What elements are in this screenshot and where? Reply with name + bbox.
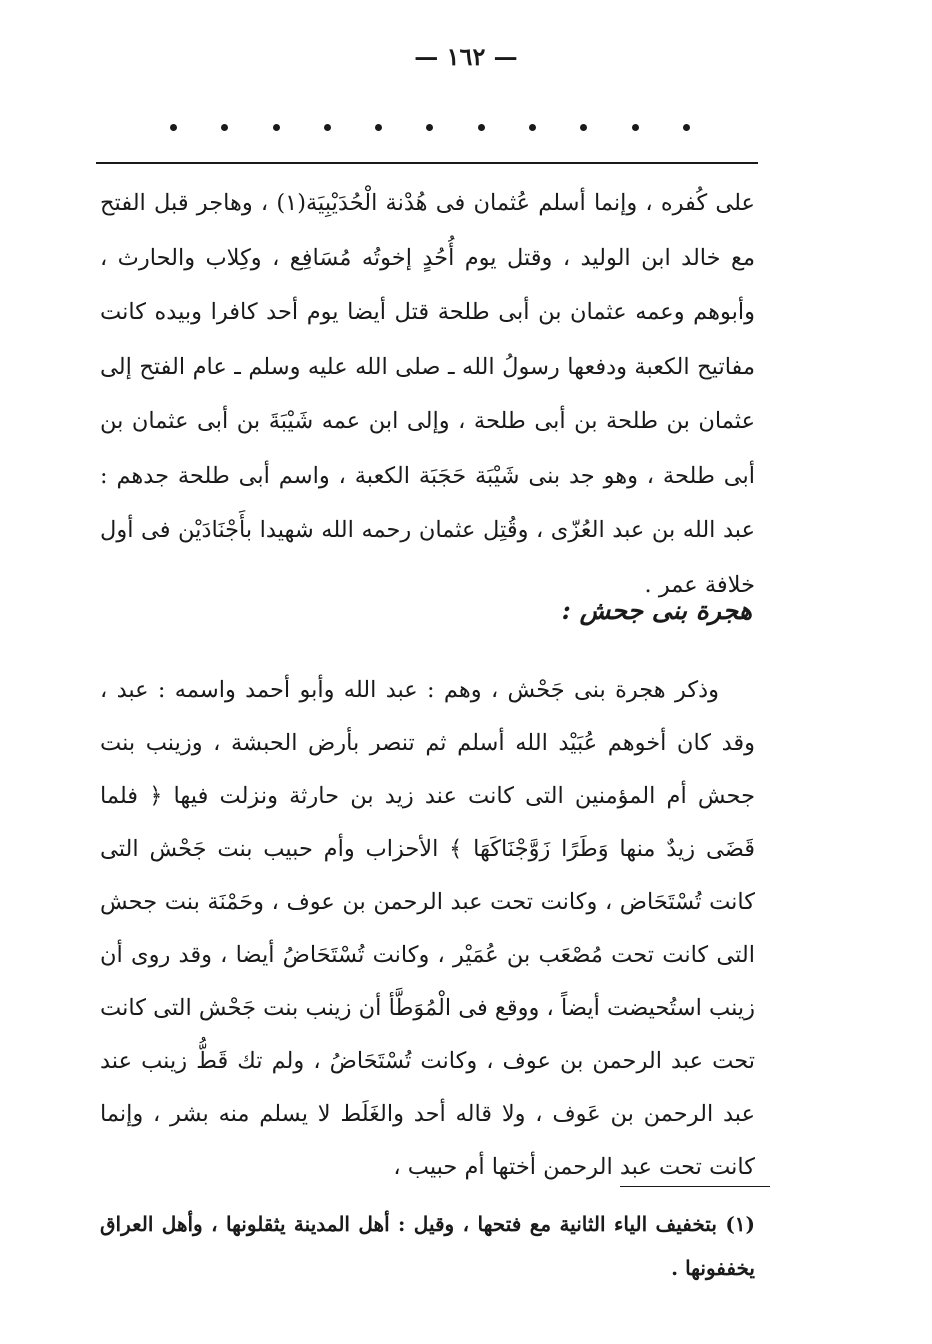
top-rule <box>96 162 758 164</box>
separator-dot <box>529 124 536 131</box>
separator-dot <box>683 124 690 131</box>
footnote-text: (١) بتخفيف الياء الثانية مع فتحها ، وقيل : أهل المدينة يثقلونها ، وأهل العراق يخففونها . <box>100 1212 755 1280</box>
separator-dot <box>221 124 228 131</box>
paragraph-1 <box>100 176 755 612</box>
separator-dot <box>580 124 587 131</box>
page-number: — ١٦٢ — <box>414 42 518 71</box>
separator-dot <box>632 124 639 131</box>
footnote <box>100 1202 755 1290</box>
section-heading: هجرة بنى جحش : <box>561 596 752 625</box>
separator-dot <box>426 124 433 131</box>
paragraph-2 <box>100 664 755 1194</box>
separator-dots <box>170 124 690 131</box>
separator-dot <box>273 124 280 131</box>
separator-dot <box>478 124 485 131</box>
paragraph-1-text: على كُفره ، وإنما أسلم عُثمان فى هُدْنة الْحُدَيْبِيَة(١) ، وهاجر قبل الفتح مع خالد ابن الوليد ، وقتل يوم أُحُدٍ إخوتُه مُسَافِع ، وكِلاب والحارث ، وأبوهم وعمه عثمان بن أبى طلحة قتل أيضا يوم أحد كافرا وبيده كانت مفاتيح الكعبة ودفعها رسولُ الله ـ صلى الله عليه وسلم ـ عام الفتح إلى عثمان بن طلحة بن أبى طلحة ، وإلى ابن عمه شَيْبَةَ بن أبى عثمان بن أبى طلحة ، وهو جد بنى شَيْبَة حَجَبَة الكعبة ، واسم أبى طلحة جدهم : عبد الله بن عبد العُزّى ، وقُتِل عثمان رحمه الله شهيدا بأَجْنَادَيْن فى أول خلافة عمر . <box>100 190 755 598</box>
separator-dot <box>170 124 177 131</box>
separator-dot <box>375 124 382 131</box>
separator-dot <box>324 124 331 131</box>
footnote-rule <box>620 1186 770 1187</box>
paragraph-2-text: وذكر هجرة بنى جَحْش ، وهم : عبد الله وأبو أحمد واسمه : عبد ، وقد كان أخوهم عُبَيْد الله أسلم ثم تنصر بأرض الحبشة ، وزينب بنت جحش أم المؤمنين التى كانت عند زيد بن حارثة ونزلت فيها ﴿ فلما قَضَى زيدٌ منها وَطَرًا زَوَّجْنَاكَهَا ﴾ الأحزاب وأم حبيب بنت جَحْش التى كانت تُسْتَحَاض ، وكانت تحت عبد الرحمن بن عوف ، وحَمْنَة بنت جحش التى كانت تحت مُصْعَب بن عُمَيْر ، وكانت تُسْتَحَاضُ أيضا ، وقد روى أن زينب استُحيضت أيضاً ، ووقع فى الْمُوَطَّأ أن زينب بنت جَحْش التى كانت تحت عبد الرحمن بن عوف ، وكانت تُسْتَحَاضُ ، ولم تك قَطُّ زينب عند عبد الرحمن بن عَوف ، ولا قاله أحد والغَلَط لا يسلم منه بشر ، وإنما كانت تحت عبد الرحمن أختها أم حبيب ، <box>100 677 755 1180</box>
